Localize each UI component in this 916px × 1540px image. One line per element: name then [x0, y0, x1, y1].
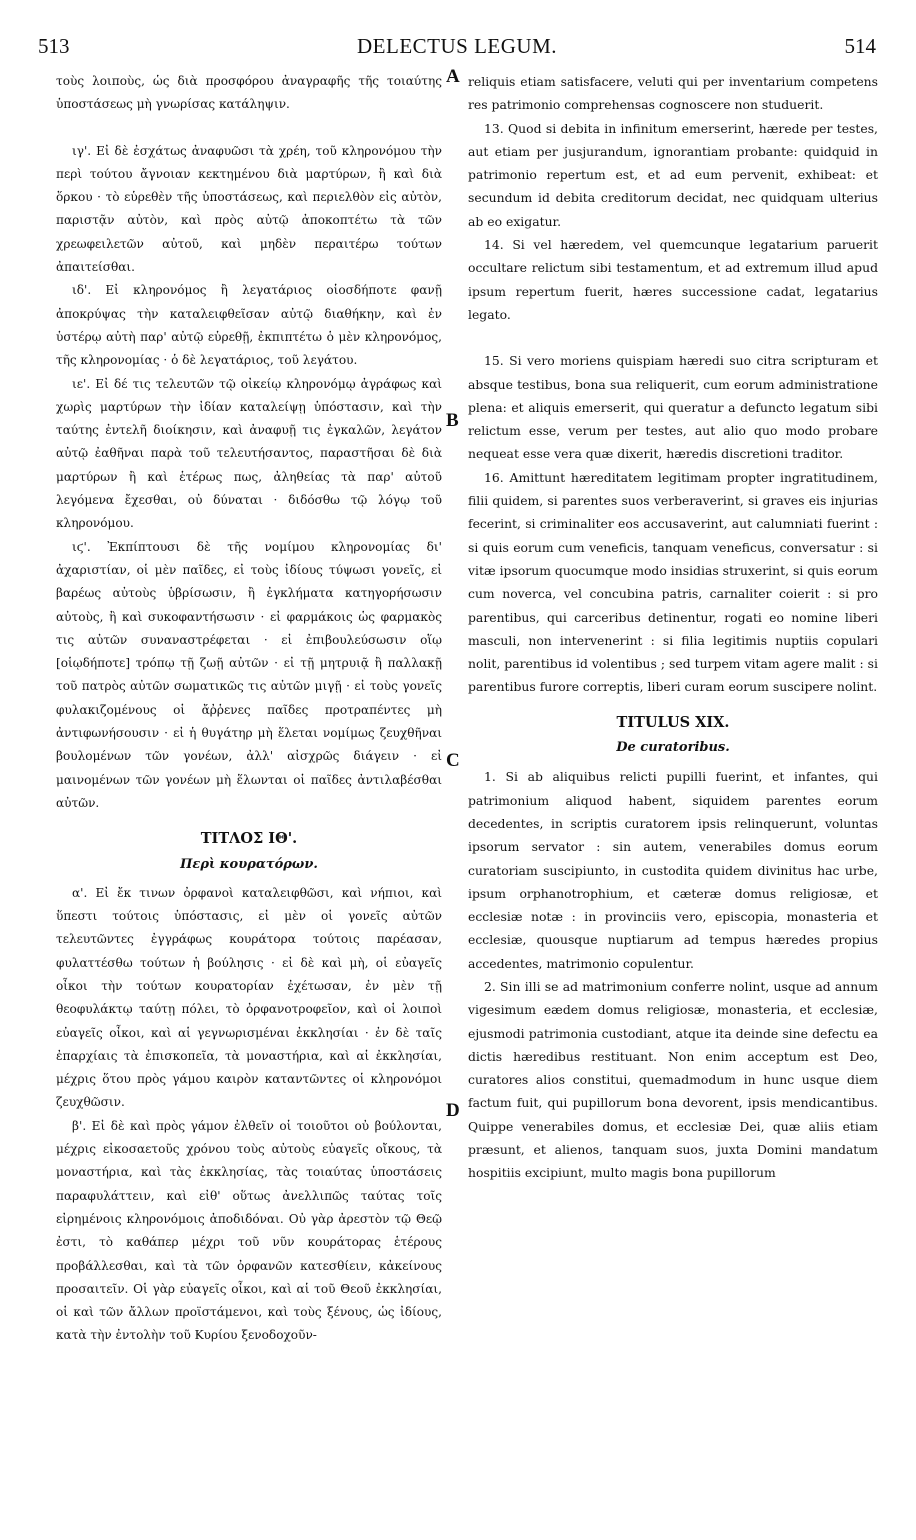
spacer — [468, 326, 878, 349]
margin-letter-c: C — [446, 750, 460, 771]
latin-section-2: 2. Sin illi se ad matrimonium conferre nolint, usque ad annum vigesimum eædem domus religiosæ, monasteria, et ecclesiæ, ejusmodi patrimonia custodiant, atque ita deinde sine defectu ea dictis hæredibus restituant. Non enim acceptum est Deo, curatores alios constitui, quemadmodum in hunc usque diem factum fuit, qui pupillorum bona devorent, ipsis mendicantibus. Quippe venerabiles domus, et ecclesiæ Dei, quæ aliis etiam præsunt, et alienos, tanquam suos, juxta Domini mandatum hospitiis excipiunt, multo magis bona pupillorum — [468, 978, 878, 1181]
running-title: DELECTUS LEGUM. — [357, 34, 557, 58]
margin-letter-a: A — [446, 66, 460, 87]
greek-section-1: α'. Εἰ ἔκ τινων ὀρφανοὶ καταλειφθῶσι, καὶ νήπιοι, καὶ ὕπεστι τούτοις ὑπόστασις, εἰ μὲν οἱ γονεῖς αὐτῶν τελευτῶντες ἐγγράφως κουράτορα τούτοις παρέασαν, φυλαττέσθω τούτων ἡ βούλησις · εἰ δὲ καὶ μὴ, οἱ εὐαγεῖς οἶκοι τὴν τούτων κουρατορίαν ἐχέτωσαν, ἐν μὲν τῇ θεοφυλάκτῳ ταύτῃ πόλει, τὸ ὀρφανοτροφεῖον, καὶ οἱ λοιποὶ εὐαγεῖς οἶκοι, καὶ αἱ γεγνωρισμέναι ἐκκλησίαι · ἐν δὲ ταῖς ἐπαρχίαις τὰ ἐπισκοπεῖα, τὰ μοναστήρια, καὶ αἱ ἐκκλησίαι, μέχρις ὅτου πρὸς γάμου καιρὸν καταντῶντες οἱ κληρονόμοι ζευχθῶσιν. — [56, 885, 442, 1110]
margin-letter-b: B — [446, 410, 459, 431]
greek-paragraph: τοὺς λοιποὺς, ὡς διὰ προσφόρου ἀναγραφῆς τῆς τοιαύτης ὑποστάσεως μὴ γνωρίσας κατάληψιν. — [56, 74, 442, 112]
latin-paragraph: reliquis etiam satisfacere, veluti qui per inventarium competens res patrimonio comprehensas cognoscere non studuerit. — [468, 74, 878, 113]
greek-title: ΤΙΤΛΟΣ ΙΘ'. — [200, 830, 298, 848]
page-number-left: 513 — [38, 34, 70, 58]
latin-section-16: 16. Amittunt hæreditatem legitimam propter ingratitudinem, filii quidem, si parentes suos verberaverint, si graves eis injurias fecerint, si criminaliter eos accusaverint, aut calumniati fuerint : si quis eorum cum veneficis, tanquam veneficus, conversatur : si vitæ ipsorum quocumque modo insidias struxerint, si quis eorum cum noverca, vel concubina patris, carnaliter coierit : si pro parentibus, qui carceribus detinentur, rogati eo nomine liberi masculi, non intervenerint : si filia legitimis nuptiis copulari nolit, parentibus id volentibus ; sed turpem vitam agere malit : si parentibus furore correptis, liberi curam eorum suscipere nolint. — [468, 469, 878, 695]
margin-letter-d: D — [446, 1100, 460, 1121]
running-header — [38, 34, 876, 60]
latin-section-1: 1. Si ab aliquibus relicti pupilli fuerint, et infantes, qui patrimonium aliquod habent, siquidem parentes eorum decedentes, in scriptis curatorem ipsis relinquerunt, voluntas ipsorum servator : sin autem, venerabiles domus eorum curatoriam suscipiunto, in custodita quidem divinitus hac urbe, ipsum orphanotrophium, et cæteræ domus religiosæ, et ecclesiæ notæ : in provinciis vero, episcopia, monasteria et ecclesiæ, quousque nuptiarum ad tempus hæredes propius accedentes, matrimonio copulentur. — [468, 769, 878, 971]
spacer — [56, 117, 442, 140]
greek-column — [56, 70, 442, 1348]
greek-section-14: ιδ'. Εἰ κληρονόμος ἢ λεγατάριος οἱοσδήποτε φανῇ ἀποκρύψας τὴν καταλειφθεῖσαν αὐτῷ διαθήκην, καὶ ἐν ὑστέρῳ αὐτὴ παρ' αὐτῷ εὑρεθῇ, ἐκπιπτέτω ὁ μὲν κληρονόμος, τῆς κληρονομίας · ὁ δὲ λεγατάριος, τοῦ λεγάτου. — [56, 283, 442, 368]
latin-section-14: 14. Si vel hæredem, vel quemcunque legatarium paruerit occultare relictum sibi testamentum, et ad extremum illud apud ipsum repertum fuerit, hæres successione cadat, legatarius legato. — [468, 237, 878, 322]
page-number-right: 514 — [844, 34, 876, 58]
latin-subtitle: De curatoribus. — [616, 740, 730, 756]
latin-section-13: 13. Quod si debita in infinitum emerserint, hærede per testes, aut etiam per jusjurandum, ignorantiam probante: quidquid in patrimonio repertum est, et ad eum pervenit, exhibeat: et secundum id debita creditorum decidat, nec quidquam ulterius ab eo exigatur. — [468, 120, 878, 229]
greek-section-15: ιε'. Εἰ δέ τις τελευτῶν τῷ οἰκείῳ κληρονόμῳ ἀγράφως καὶ χωρὶς μαρτύρων τὴν ἰδίαν καταλείψῃ ὑπόστασιν, καὶ τὴν ταύτης ἐντελῆ διοίκησιν, καὶ ἀναφυῇ τις ἐγκαλῶν, λεγάτον αὐτῷ ἐαθῆναι παρὰ τοῦ τελευτήσαντος, παραστῆσαι δὲ διὰ μαρτύρων ἢ καὶ ἑτέρως πως, ἀληθείας τὰ παρ' αὐτοῦ λεγόμενα ἔχεσθαι, οὐ δύναται · διδόσθω τῷ λόγῳ τοῦ κληρονόμου. — [56, 376, 442, 531]
greek-subtitle: Περὶ κουρατόρων. — [180, 856, 318, 872]
latin-section-15: 15. Si vero moriens quispiam hæredi suo citra scripturam et absque testibus, bona sua reliquerit, cum eorum administratione plena: et aliquis emerserit, qui queratur a defuncto legatum sibi relictum esse, verum per testes, aut alio quo modo probare nequeat esse vera quæ dixerit, hæredis discretioni traditor. — [468, 353, 878, 462]
greek-section-13: ιγ'. Εἰ δὲ ἐσχάτως ἀναφυῶσι τὰ χρέη, τοῦ κληρονόμου τὴν περὶ τούτου ἄγνοιαν κεκτημένου διὰ μαρτύρων, ἢ καὶ διὰ ὅρκου · τὸ εὑρεθὲν τῆς ὑποστάσεως, καὶ περιελθὸν εἰς αὐτὸν, παριστᾷν αὐτὸν, καὶ πρὸς αὐτῷ ἀποκοπτέτω τὰ τῶν χρεωφειλετῶν αὐτοῦ, καὶ μηδὲν περαιτέρω τούτων ἀπαιτείσθαι. — [56, 143, 442, 275]
latin-title: TITULUS XIX. — [616, 713, 730, 731]
latin-column — [468, 70, 878, 1185]
greek-section-2: β'. Εἰ δὲ καὶ πρὸς γάμον ἐλθεῖν οἱ τοιοῦτοι οὐ βούλονται, μέχρις εἰκοσαετοῦς χρόνου τοὺς αὐτοὺς εὐαγεῖς οἴκους, τὰ μοναστήρια, καὶ τὰς ἐκκλησίας, τὰς τοιαύτας ὑποστάσεις παραφυλάττειν, καὶ εἰθ' οὕτως ἀνελλιπῶς ταύτας τοῖς εἰρημένοις κληρονόμοις ἀποδιδόναι. Οὐ γὰρ ἀρεστὸν τῷ Θεῷ ἐστι, τὸ καθάπερ μέχρι τοῦ νῦν κουράτορας ἑτέρους προβάλλεσθαι, καὶ τὰ τῶν ὀρφανῶν κατεσθίειν, κἀκείνους προσαιτεῖν. Οἱ γὰρ εὐαγεῖς οἶκοι, καὶ αἱ τοῦ Θεοῦ ἐκκλησίαι, οἱ καὶ τῶν ἄλλων προϊστάμενοι, καὶ τοὺς ξένους, ὡς ἰδίους, κατὰ τὴν ἐντολὴν τοῦ Κυρίου ξενοδοχοῦν- — [56, 1118, 442, 1343]
greek-section-16: ιϛ'. Ἐκπίπτουσι δὲ τῆς νομίμου κληρονομίας δι' ἀχαριστίαν, οἱ μὲν παῖδες, εἰ τοὺς ἰδίους τύψωσι γονεῖς, εἰ βαρέως αὐτοὺς ὑβρίσωσιν, ἢ ἐγκλήματα κατηγορήσωσιν αὐτοὺς, ἢ καὶ συκοφαντήσωσιν · εἰ φαρμάκοις ὡς φαρμακὸς τις αὐτῶν συναναστρέφεται · εἰ ἐπιβουλεύσωσιν οἵῳ [οἱῳδήποτε] τρόπῳ τῇ ζωῇ αὐτῶν · εἰ τῇ μητρυιᾷ ἢ παλλακῇ τοῦ πατρὸς αὐτῶν σωματικῶς τις αὐτῶν μιγῇ · εἰ τοὺς γονεῖς φυλακιζομένους οἱ ἄῤῥενες παῖδες προτραπέντες μὴ ἀντιφωνήσουσιν · εἰ ἡ θυγάτηρ μὴ ἕλεται νομίμως ζευχθῆναι βουλομένων τῶν γονέων, ἀλλ' αἰσχρῶς διάγειν · εἰ μαινομένων τῶν γονέων μὴ ἕλωνται οἱ παῖδες ἀντιλαβέσθαι αὐτῶν. — [56, 539, 442, 810]
